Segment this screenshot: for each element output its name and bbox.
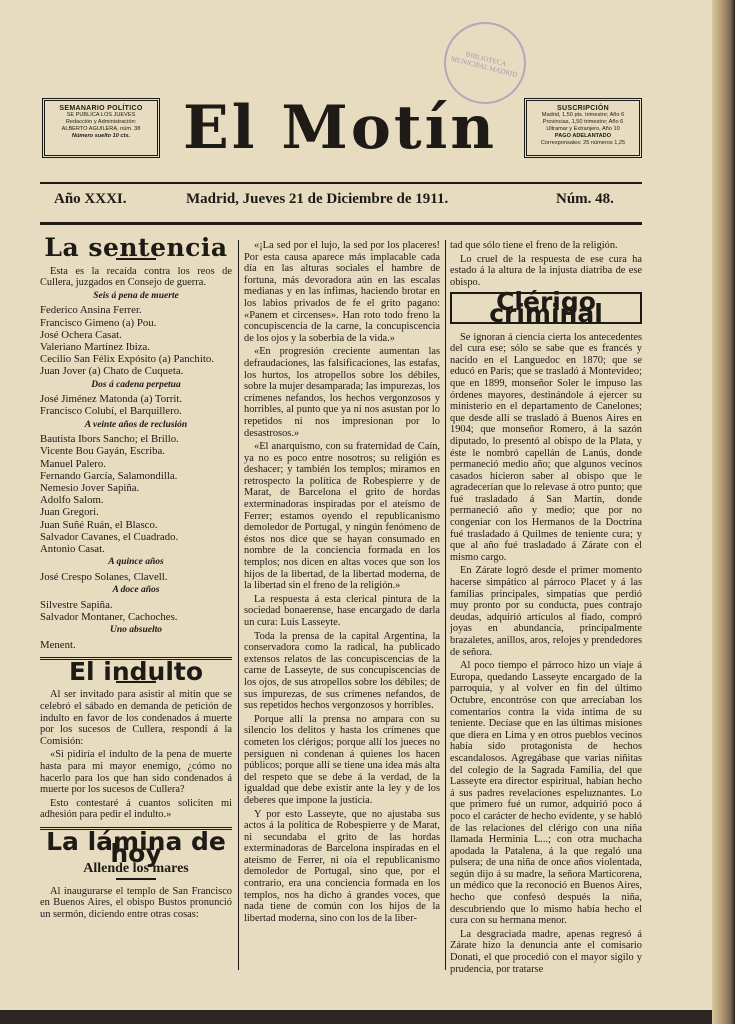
convict-name: Federico Ansina Ferrer. [40,304,142,317]
left-box-line: Redacción y Administración: [65,119,137,125]
paragraph: Porque allí la prensa no ampara con su silencio los delitos y hasta los crímenes que cometen los clérigos; porque allí los jueces no persiguen ni condenan á quienes los hacen públicos; porque allí se tiene una idea más alta del respeto que se debe á la verdad, de la igualdad que debe existir ante la ley y de los deberes que impone la justicia. [244,713,440,806]
left-box-line: SE PUBLICA LOS JUEVES [66,112,136,118]
subheading: A veinte años de reclusión [84,419,188,430]
convict-name: Adolfo Salom. [40,494,104,507]
right-box-line: Ultramar y Extranjero, Año 10 [546,126,620,132]
column-2 [244,240,440,926]
convict-name: Nemesio Jover Sapiña. [40,482,140,494]
subheading: Dos á cadena perpetua [91,379,181,390]
convict-name: Manuel Palero. [40,457,106,470]
paragraph: Lo cruel de la respuesta de ese cura ha estado á la altura de la injusta diatriba de ese obispo. [450,253,642,288]
convict-name: Silvestre Sapiña. [40,598,113,611]
column-1 [40,233,232,923]
paragraph: En Zárate logró desde el primer momento hacerse simpático al párroco Placet y á las familias principales, simpatías que perdió muy pronto por su conducta, pues contrajo deudas, adquirió artículos al fiado, compró joyas en abundancia, principalmente brazaletes, anillos, aros, relojes y prendedores de señora. [450,565,642,658]
left-box-line: ALBERTO AGUILERA, núm. 38 [61,126,141,132]
left-box-line: Número suelto 10 cts. [71,133,131,139]
subheading: Uno absuelto [110,625,162,636]
convict-name: Salvador Montaner, Cachoches. [40,610,178,623]
paragraph: Al ser invitado para asistir al mitin que se celebró el sábado en demanda de petición de indulto en favor de los condenados á muerte por los sucesos de Cullera, respondí á la Comisión: [40,689,232,747]
paragraph: «El anarquismo, con su fraternidad de Caín, ya no es poco entre nosotros; su religión es deshacer; y también los templos; miramos en retrospecto la política de Robespierre y de Marat, de Barcelona el grito de hordas exterminadoras inspiradas por el ateísmo de Ferrer; estamos oyendo el republicanismo demoledor de Portugal, y ningún fenómeno de éstos nos dice que se hayan consumado en nombre de la conciencia formada en los templos; nos dicen en altas voces que son los hijos de la libertad, de la libertad moderna, de la libertad sin el freno de la religión.» [244,441,440,592]
paragraph: tad que sólo tiene el freno de la religión. [450,240,618,251]
convict-name: Juan Gregori. [40,506,99,519]
paragraph: Esto contestaré á cuantos soliciten mi adhesión para pedir el indulto.» [40,797,232,821]
headline-clerigo: Clérigo criminal [489,287,603,328]
book-spine [712,0,735,1024]
paragraph: Al poco tiempo el párroco hizo un viaje á Europa, quedando Lasseyte encargado de la parroquia, y al volver en fin del último Octubre, encontróse con que arreciaban los comentarios contra la vida íntima de su teniente. Decíase que en las últimas misiones que diera en Lima y en otros pueblos vecinos había sido protagonista de hechos escandalosos. Agregábase que varias niñitas del colegio de la Sagrada Familia, del que Lasseyte era director espiritual, habían hecho á sus padres revelaciones espeluznantes. Lo que primero fué un rumor, adquirió poco á poco el carácter de hecho evidente, y se habló de las relaciones del clérigo con una niña llamada Herminia L...; con otra muchacha apodada la Patalena, á la que regaló una pulsera; de una niña de once años violentada, según dijo á su madre, la señora Marticorena, un médico que la reconoció en Buenos Aires, hecho que confesó después la niña, descubriendo que lo mismo había hecho el cura con su hermana menor. [450,660,642,927]
convict-name: Salvador Cavanes, el Cuadrado. [40,530,179,543]
masthead-right-box [524,98,642,158]
column-divider [238,240,239,970]
right-box-line: Madrid, 1,50 pts. trimestre; Año 6 [541,112,625,118]
convict-name: Juan Jover (a) Chato de Cuqueta. [40,365,184,378]
top-rule [40,182,642,184]
headline-indulto: El indulto [68,656,204,686]
right-box-line: Corresponsales: 25 números 1,25 [540,140,626,146]
date-label: Madrid, Jueves 21 de Diciembre de 1911. [186,191,449,207]
convict-name: Bautista Ibors Sancho; el Brillo. [40,433,179,446]
bottom-rule [40,222,642,225]
headline-lamina: La lámina de hoy [46,826,226,868]
convict-name: José Ochera Casat. [40,328,122,341]
subheadline-allende: Allende los mares [83,861,189,877]
convict-name: Francisco Colubí, el Barquillero. [40,405,182,418]
right-box-line: PAGO ADELANTADO [554,133,612,139]
dateline [40,188,642,214]
paragraph: «En progresión creciente aumentan las defraudaciones, las falsificaciones, las estafas, los hurtos, los atropellos sobre los débiles, sobre la mujer desamparada; las impurezas, los crímenes nefandos, los hechos vergonzosos y horribles, al punto que ya ni nos asustan por lo repetidos ni nos impresionan por lo desastrosos.» [244,346,440,439]
convict-name: José Jiménez Matonda (a) Torrit. [40,393,183,406]
convict-name: Juan Suñé Ruán, el Blasco. [40,518,158,531]
convict-name: Cecilio San Félix Expósito (a) Panchito. [40,353,214,366]
convict-name: José Crespo Solanes, Clavell. [40,570,168,583]
convict-name: Valeriano Martínez Ibiza. [40,340,151,353]
convict-name: Francisco Gimeno (a) Pou. [40,316,157,329]
paragraph: La respuesta á esta clerical pintura de la sociedad bonaerense, hase encargado de darla un cura: Luis Lasseyte. [244,593,440,628]
left-box-head: SEMANARIO POLÍTICO [59,105,143,112]
subheading: A quince años [108,557,164,568]
headline-box [450,287,642,328]
paragraph: Al inaugurarse el templo de San Francisco en Buenos Aires, el obispo Bustos pronunció un sermón, diciendo entre otras cosas: [40,885,232,920]
paragraph: «¡La sed por el lujo, la sed por los placeres! Por esta causa aparece más implacable cada día en las alturas sociales el hambre de fortuna, más devoradora aún en las escalas medianas y en las ínfimas, haciendo brotar en los labios privados de fe el grito pagano: «Panem et circenses». Han roto todo freno la concupiscencia de la carne, la concupiscencia de los ojos y la soberbia de la vida.» [244,240,440,344]
newspaper-title: El Motín [183,93,497,163]
masthead-left-box [42,98,160,158]
subheading: A doce años [112,585,160,596]
right-box-line: Provincias, 1,50 trimestre; Año 6 [542,119,624,125]
subheading: Seis á pena de muerte [93,290,179,301]
convict-name: Menent. [40,638,76,651]
paragraph: Esta es la recaída contra los reos de Cullera, juzgados en Consejo de guerra. [40,265,232,289]
paragraph: Y por esto Lasseyte, que no ajustaba sus actos á la política de Robespierre y de Marat, ni secundaba el grito de las hordas exterminadoras de Barcelona inspiradas en el ateísmo de Ferrer, ni oía el republicanismo demoledor de Portugal, sino que, por el contrario, era una conciencia formada en los templos, nos ha dicho á grandes voces, que nada tiene de común con los hijos de la libertad moderna, sino con los de la liber- [244,808,440,924]
convict-name: Fernando García, Salamondilla. [40,469,178,482]
paragraph: La desgraciada madre, apenas regresó á Zárate hizo la denuncia ante el comisario Donati, el que procedió con el mayor sigilo y prudencia, por tratarse [450,928,642,975]
column-divider [445,240,446,970]
paragraph: Toda la prensa de la capital Argentina, la conservadora como la radical, ha publicado extensos relatos de las concupiscencias de la carne de Lasseyte, de sus concupiscencias de los ojos, de sus atropellos sobre los débiles; de sus impurezas, de sus crímenes nefandos, de sus repetidos hechos vergonzosos y horribles. [244,630,440,712]
year-label: Año XXXI. [54,191,127,207]
paragraph: «Si pidiría el indulto de la pena de muerte hasta para mi mayor enemigo, ¿cómo no hacerlo para los que han sido condenados á muerte por los sucesos de Cullera? [40,749,232,796]
headline-sentencia: La sentencia [44,233,228,262]
ornament [116,878,156,880]
library-stamp: BIBLIOTECA MUNICIPAL MADRID [435,13,534,112]
column-3 [450,240,642,977]
issue-number: Núm. 48. [556,191,614,207]
right-box-head: SUSCRIPCIÓN [557,105,609,112]
convict-name: Vicente Bou Gayán, Escriba. [40,445,165,458]
convict-name: Antonio Casat. [40,543,105,556]
paragraph: Se ignoran á ciencia cierta los antecedentes del cura ese; sólo se sabe que es francés y nacido en el Languedoc en 1870; que se educó en París; que se trasladó á Montevideo; que en 1899, monseñor Soler le impuso las órdenes mayores, destinándole á ejercer su ministerio en el departamento de Canelones; que desde allí se trasladó á Buenos Aires en 1904; que monseñor Romero, á la sazón diputado, lo presentó al obispo de la Plata, y éste le nombró capellán de Lanús, donde permaneció medio año; que algunos vecinos casados hicieron saber al obispo que le agradecerían que lo relevase á otro punto; que fué trasladado á San Martín, donde permaneció año y medio; que por no congeniar con los Hermanos de la Doctrina fué trasladado á Quilmes de teniente cura; y que al año fué trasladado á Zárate con el mismo cargo. [450,331,642,563]
